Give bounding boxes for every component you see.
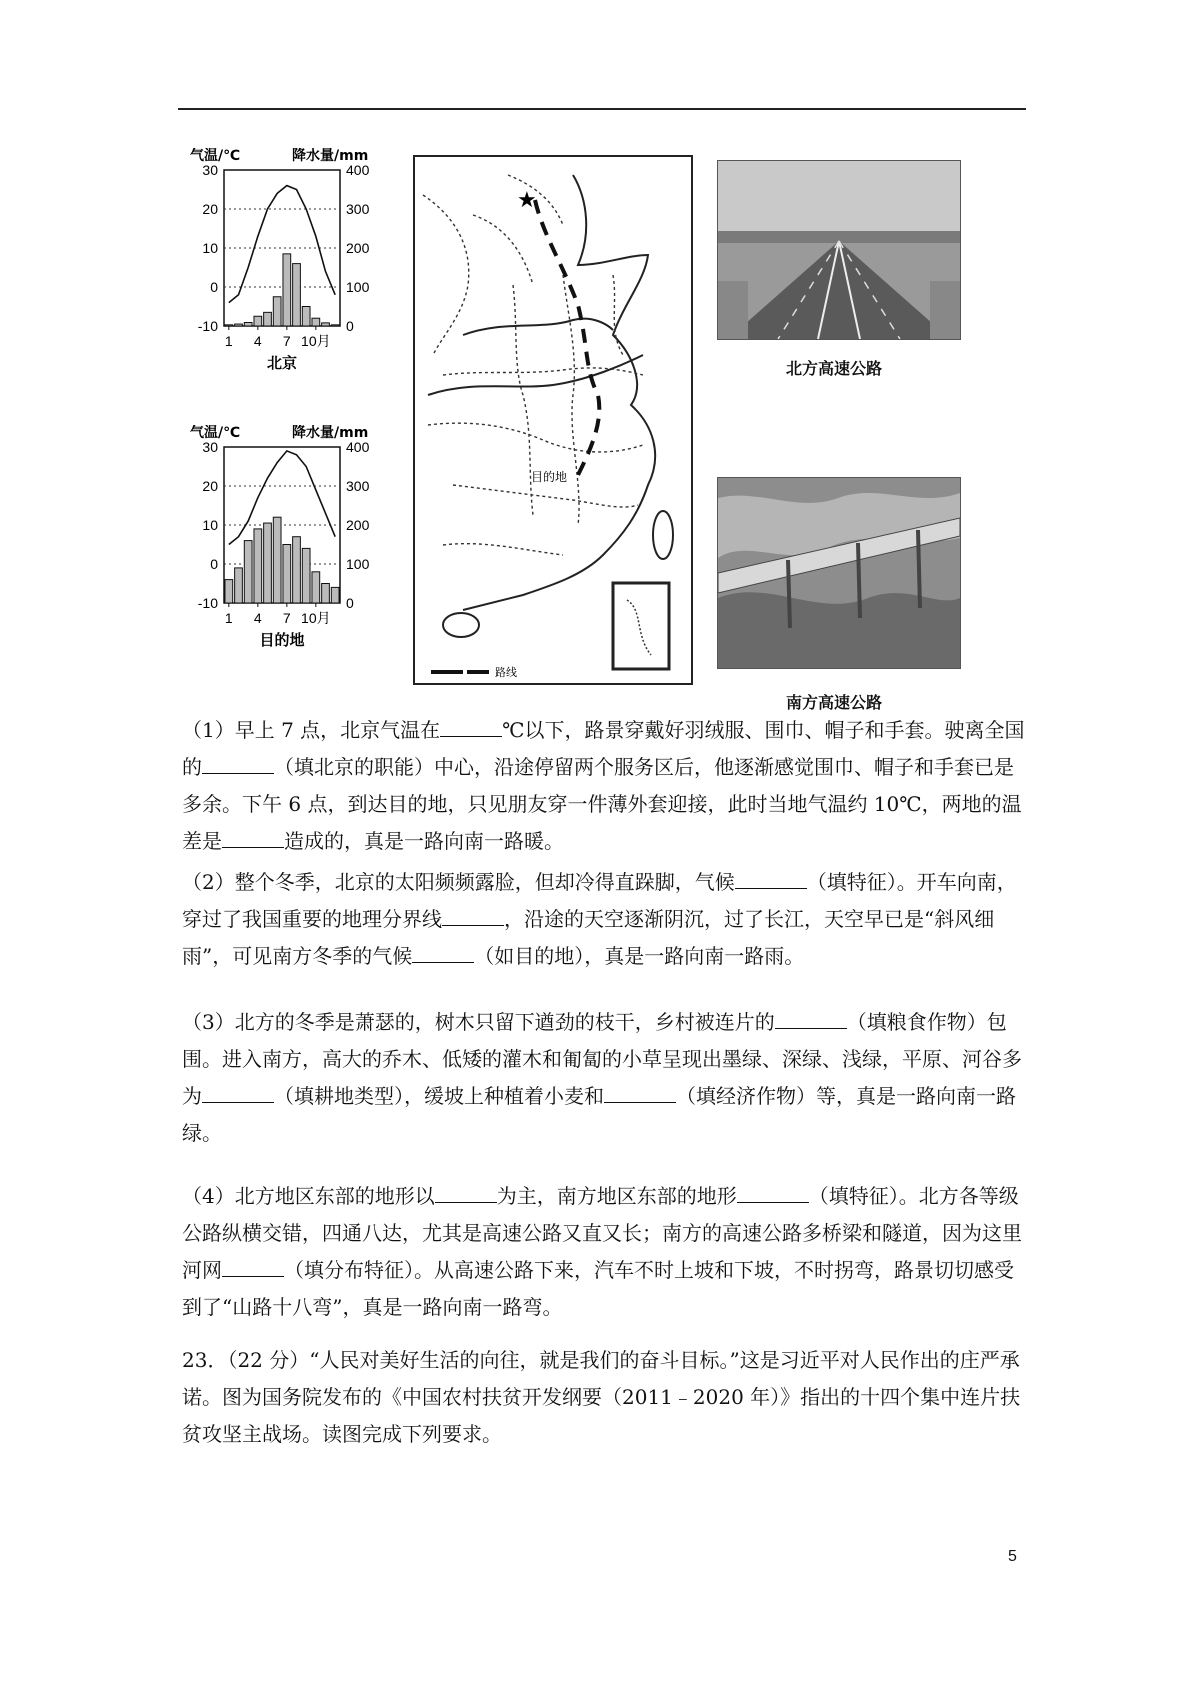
precip-tick-label: 0 (346, 318, 354, 334)
month-tick-label: 4 (253, 610, 262, 626)
south-highway-caption: 南方高速公路 (786, 693, 883, 712)
precip-bar (322, 584, 330, 604)
temp-tick-label: 10 (202, 517, 218, 533)
precip-tick-label: 200 (346, 240, 370, 256)
precip-tick-label: 400 (346, 439, 370, 455)
temp-tick-label: 20 (202, 478, 218, 494)
month-tick-label: 1 (224, 610, 233, 626)
precip-bar (225, 325, 233, 326)
month-tick-label: 10月 (301, 610, 331, 626)
precip-bar (331, 325, 339, 326)
precip-bar (235, 324, 243, 326)
precip-bar (293, 537, 301, 603)
temp-tick-label: 0 (210, 279, 218, 295)
answer-blank[interactable] (435, 1182, 497, 1203)
precip-bar (273, 517, 281, 603)
month-tick-label: 7 (282, 333, 291, 349)
precip-tick-label: 300 (346, 201, 370, 217)
precip-bar (302, 548, 310, 603)
header-rule (178, 108, 1026, 110)
svg-text:★: ★ (517, 188, 537, 213)
precip-bar (244, 541, 252, 603)
answer-blank[interactable] (775, 1008, 847, 1029)
precip-bar (235, 568, 243, 603)
answer-blank[interactable] (442, 905, 504, 926)
temperature-line (229, 451, 335, 545)
precip-bar (331, 587, 339, 603)
temp-tick-label: 10 (202, 240, 218, 256)
precip-bar (254, 316, 262, 326)
precip-bar (283, 545, 291, 604)
answer-blank[interactable] (222, 1256, 284, 1277)
north-highway-caption: 北方高速公路 (786, 359, 883, 378)
destination-label: 目的地 (531, 470, 568, 484)
precip-bar (283, 254, 291, 326)
climate-chart-beijing (190, 148, 410, 408)
month-tick-label: 4 (253, 333, 262, 349)
month-tick-label: 1 (224, 333, 233, 349)
precip-bar (302, 307, 310, 327)
month-tick-label: 10月 (301, 333, 331, 349)
temp-tick-label: -10 (197, 318, 218, 334)
chart-caption: 目的地 (259, 631, 305, 649)
precip-bar (244, 322, 252, 326)
question-4: （4）北方地区东部的地形以 为主，南方地区东部的地形 （填特征）。北方各等级公路纵横交错，四通八达，尤其是高速公路又直又长；南方的高速公路多桥梁和隧道，因为这里河网 （填分布特征）。从高速公路下来，汽车不时上坡和下坡，不时拐弯，路景切切感受到了“山路十八弯”，真是一路向南一路弯。 (182, 1184, 1022, 1319)
chart-caption: 北京 (266, 354, 298, 372)
plot-frame (224, 170, 340, 326)
precip-tick-label: 300 (346, 478, 370, 494)
north-highway-photo (717, 160, 961, 340)
precip-bar (312, 572, 320, 603)
precip-axis-label: 降水量/mm (292, 148, 369, 164)
precip-bar (322, 323, 330, 326)
temp-tick-label: 30 (202, 162, 218, 178)
temp-tick-label: -10 (197, 595, 218, 611)
legend-label: 路线 (495, 666, 517, 679)
temp-axis-label: 气温/℃ (190, 425, 241, 441)
south-highway-photo (717, 477, 961, 669)
climate-chart-destination (190, 425, 410, 685)
precip-tick-label: 200 (346, 517, 370, 533)
question-2: （2）整个冬季，北京的太阳频频露脸，但却冷得直跺脚，气候 （填特征）。开车向南，穿过了我国重要的地理分界线 ，沿途的天空逐渐阴沉，过了长江，天空早已是“斜风细雨”，可见南方冬季的气候 （如目的地），真是一路向南一路雨。 (182, 870, 1017, 968)
month-tick-label: 7 (282, 610, 291, 626)
precip-tick-label: 100 (346, 279, 370, 295)
precip-bar (225, 580, 233, 603)
temp-tick-label: 20 (202, 201, 218, 217)
temperature-line (229, 186, 335, 303)
precip-bar (273, 297, 281, 326)
answer-blank[interactable] (222, 827, 284, 848)
answer-blank[interactable] (412, 942, 474, 963)
precip-bar (264, 312, 272, 326)
precip-bar (264, 523, 272, 603)
precip-tick-label: 400 (346, 162, 370, 178)
precip-bar (293, 264, 301, 326)
question-3: （3）北方的冬季是萧瑟的，树木只留下遒劲的枝干，乡村被连片的 （填粮食作物）包围。进入南方，高大的乔木、低矮的灌木和匍匐的小草呈现出墨绿、深绿、浅绿，平原、河谷多为 （填耕地类型），缓坡上种植着小麦和 （填经济作物）等，真是一路向南一路绿。 (182, 1010, 1022, 1145)
precip-tick-label: 0 (346, 595, 354, 611)
precip-axis-label: 降水量/mm (292, 425, 369, 441)
temp-tick-label: 30 (202, 439, 218, 455)
precip-bar (254, 529, 262, 603)
temp-axis-label: 气温/℃ (190, 148, 241, 164)
question-23: 23．（22 分）“人民对美好生活的向往，就是我们的奋斗目标。”这是习近平对人民作出的庄严承诺。图为国务院发布的《中国农村扶贫开发纲要（2011﹣2020 年）》指出的十四个集中连片扶贫攻坚主战场。读图完成下列要求。 (182, 1348, 1021, 1446)
temp-tick-label: 0 (210, 556, 218, 572)
precip-tick-label: 100 (346, 556, 370, 572)
answer-blank[interactable] (604, 1082, 676, 1103)
answer-blank[interactable] (202, 1082, 274, 1103)
answer-blank[interactable] (440, 716, 502, 737)
page-number: 5 (1008, 1548, 1017, 1565)
answer-blank[interactable] (735, 868, 807, 889)
answer-blank[interactable] (202, 753, 274, 774)
route-map (413, 155, 693, 685)
answer-blank[interactable] (737, 1182, 809, 1203)
precip-bar (312, 318, 320, 326)
question-1: （1）早上 7 点，北京气温在 ℃以下，路景穿戴好羽绒服、围巾、帽子和手套。驶离全国的 （填北京的职能）中心，沿途停留两个服务区后，他逐渐感觉围巾、帽子和手套已是多余。下午 6 点，到达目的地，只见朋友穿一件薄外套迎接，此时当地气温约 10℃，两地的温差是 造成的，真是一路向南一路暖。 (182, 718, 1025, 853)
